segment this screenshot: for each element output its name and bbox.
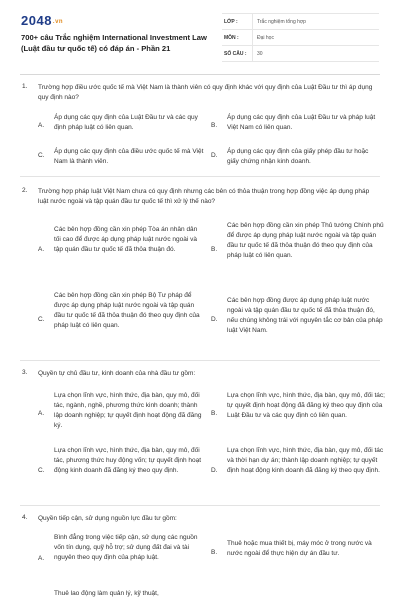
question-text: Quyền tiếp cận, sử dụng nguồn lực đầu tư gồm: [38,515,177,522]
info-label: MÔN : [224,34,239,41]
info-label: LỚP : [224,18,238,25]
option-c[interactable]: Các bên hợp đồng cần xin phép Bộ Tư pháp để được áp dụng pháp luật nước ngoài và tập quán đầu tư quốc tế đã thỏa thuận đó theo quy định của pháp luật có liên quan. [54,292,200,329]
logo-suffix: .vn [52,18,64,25]
option-a[interactable]: Các bên hợp đồng cần xin phép Tòa án nhân dân tối cao để được áp dụng pháp luật nước ngoài và tập quán đầu tư quốc tế đã thỏa thuận đó. [54,226,198,253]
option-letter: C. [38,467,45,474]
option-d[interactable]: Các bên hợp đồng được áp dụng pháp luật nước ngoài và tập quán đầu tư quốc tế đã thỏa thuận đó, nếu chúng không trái với nguyên tắc cơ bản của pháp luật Việt Nam. [227,297,383,334]
option-letter: B. [211,246,218,253]
option-c[interactable]: Áp dụng các quy định của điều ước quốc tế mà Việt Nam là thành viên. [54,148,204,165]
info-row-subject [222,30,379,46]
info-value: 30 [252,46,379,61]
info-row-class [222,13,379,30]
option-letter: D. [211,152,218,159]
document-header [0,0,400,70]
option-b[interactable]: Áp dụng các quy định của Luật Đầu tư và pháp luật Việt Nam có liên quan. [227,114,376,131]
option-a[interactable]: Lựa chọn lĩnh vực, hình thức, địa bàn, quy mô, đối tác, ngành, nghề, phương thức kinh doanh; thành lập doanh nghiệp; tự quyết định hoạt động đã đăng ký. [54,392,202,429]
info-label: SỐ CÂU : [224,50,247,57]
option-a[interactable]: Áp dụng các quy định của Luật Đầu tư và các quy định pháp luật có liên quan. [54,114,198,131]
option-letter: C. [38,316,45,323]
question-divider [20,360,380,361]
info-row-count [222,46,379,62]
option-d[interactable]: Lựa chọn lĩnh vực, hình thức, địa bàn, quy mô, đối tác và thời hạn dự án; thành lập doanh nghiệp; tự quyết định hoạt động kinh doanh đã đăng ký theo quy định. [227,447,384,474]
question-number: 1. [22,83,28,90]
option-letter: A. [38,410,45,417]
option-a[interactable]: Bình đẳng trong việc tiếp cận, sử dụng các nguồn vốn tín dụng, quỹ hỗ trợ; sử dụng đất đai và tài nguyên theo quy định của pháp luật. [54,534,198,561]
question-text: Trường hợp điều ước quốc tế mà Việt Nam là thành viên có quy định khác với quy định của Luật Đầu tư thì áp dụng quy định nào? [38,84,373,101]
option-b[interactable]: Lựa chọn lĩnh vực, hình thức, địa bàn, quy mô, đối tác; tự quyết định hoạt động đã đăng ký theo quy định của Luật Đầu tư và các quy định có liên quan. [227,392,385,419]
option-b[interactable]: Thuê hoặc mua thiết bị, máy móc ở trong nước và nước ngoài để thực hiện dự án đầu tư. [227,540,372,557]
option-c[interactable]: Lựa chọn lĩnh vực, hình thức, địa bàn, quy mô, đối tác, phương thức huy động vốn; tự quyết định hoạt động kinh doanh đã đăng ký theo quy định. [54,447,202,474]
document-info-table [222,13,379,62]
option-letter: B. [211,122,218,129]
question-number: 2. [22,187,28,194]
option-letter: A. [38,122,45,129]
question-text: Quyền tự chủ đầu tư, kinh doanh của nhà đầu tư gồm: [38,370,196,377]
info-value: Trắc nghiệm tổng hợp [252,14,379,29]
header-divider [20,74,380,75]
question-divider [20,505,380,506]
question-number: 3. [22,369,28,376]
option-letter: D. [211,467,218,474]
info-value: Đại học [252,30,379,45]
question-text: Trường hợp pháp luật Việt Nam chưa có quy định nhưng các bên có thỏa thuận trong hợp đồng việc áp dụng pháp luật nước ngoài và tập quán đầu tư quốc tế thì xử lý thế nào? [38,188,370,205]
logo-text: 2048 [21,13,52,28]
question-divider [20,176,380,177]
site-logo[interactable] [21,13,63,28]
option-letter: B. [211,549,218,556]
option-letter: A. [38,246,45,253]
option-letter: D. [211,316,218,323]
option-letter: A. [38,555,45,562]
option-letter: C. [38,152,45,159]
page-title: 700+ câu Trắc nghiệm International Investment Law (Luật đầu tư quốc tế) có đáp án - Phần 21 [21,33,207,53]
option-c[interactable]: Thuê lao động làm quản lý, kỹ thuật, [54,590,159,597]
question-number: 4. [22,514,28,521]
option-d[interactable]: Áp dụng các quy định của giấy phép đầu tư hoặc giấy chứng nhận kinh doanh. [227,148,369,165]
option-letter: B. [211,410,218,417]
option-b[interactable]: Các bên hợp đồng cần xin phép Thủ tướng Chính phủ để được áp dụng pháp luật nước ngoài và tập quán đầu tư quốc tế đã thỏa thuận đó theo quy định của pháp luật có liên quan. [227,222,384,259]
